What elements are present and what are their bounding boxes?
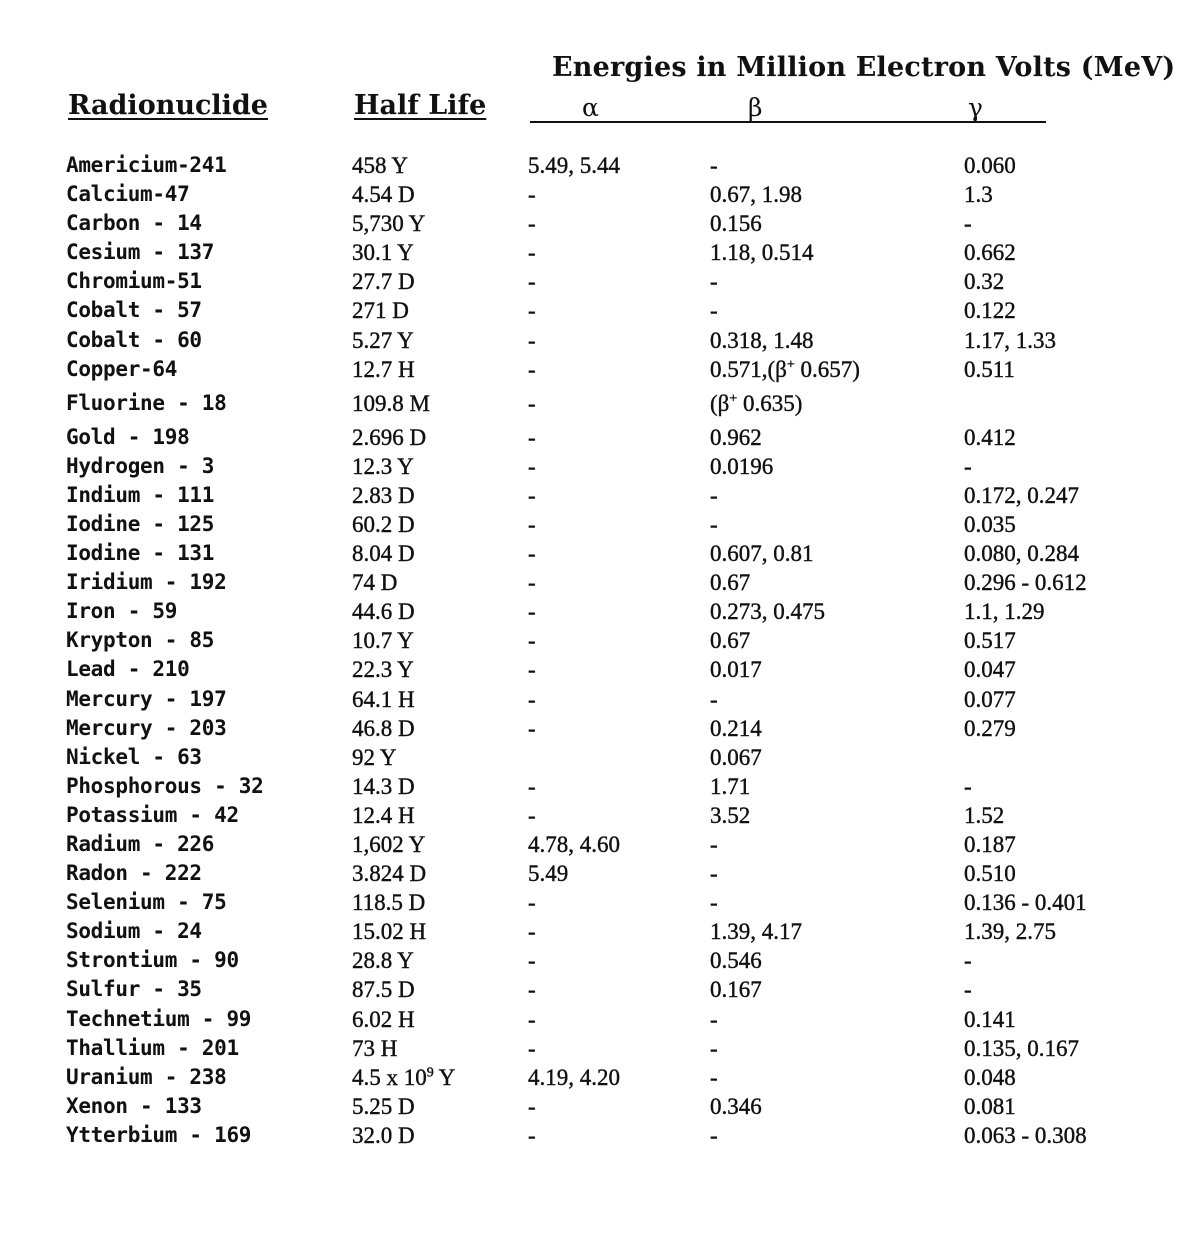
- beta-energy: -: [710, 686, 718, 712]
- alpha-energy: -: [528, 541, 536, 567]
- alpha-energy: -: [528, 240, 536, 266]
- alpha-energy: -: [528, 211, 536, 237]
- gamma-energy: -: [964, 773, 972, 799]
- gamma-energy: 0.412: [964, 424, 1016, 450]
- beta-column-header: β: [748, 93, 763, 122]
- table-row: [0, 948, 1188, 977]
- table-row: [0, 1123, 1188, 1152]
- table-row: [0, 1036, 1188, 1065]
- gamma-energy: -: [964, 977, 972, 1003]
- beta-energy: -: [710, 1035, 718, 1061]
- alpha-energy: -: [528, 269, 536, 295]
- half-life-value: 1,602 Y: [352, 831, 426, 857]
- beta-energy: -: [710, 511, 718, 537]
- nuclide-name: Technetium - 99: [66, 1006, 252, 1031]
- gamma-energy: 1.3: [964, 182, 993, 208]
- table-row: [0, 745, 1188, 774]
- beta-energy: [710, 391, 802, 417]
- alpha-energy: -: [528, 1093, 536, 1119]
- beta-energy: 0.017: [710, 657, 762, 683]
- alpha-energy: -: [528, 628, 536, 654]
- beta-plus-superscript: +: [786, 357, 795, 372]
- half-life-value: 46.8 D: [352, 715, 415, 741]
- half-life-value: 87.5 D: [352, 977, 415, 1003]
- alpha-energy: -: [528, 1006, 536, 1032]
- gamma-energy: 0.296 - 0.612: [964, 570, 1087, 596]
- beta-energy: -: [710, 269, 718, 295]
- half-life-value: 60.2 D: [352, 511, 415, 537]
- table-row: [0, 298, 1188, 327]
- nuclide-name: Sulfur - 35: [66, 977, 202, 1002]
- table-row: [0, 512, 1188, 541]
- alpha-energy: 5.49, 5.44: [528, 153, 620, 178]
- nuclide-name: Gold - 198: [66, 424, 190, 449]
- nuclide-name: Potassium - 42: [66, 802, 239, 827]
- beta-energy: -: [710, 1122, 718, 1148]
- gamma-energy: 0.511: [964, 356, 1015, 382]
- beta-energy: 0.156: [710, 211, 762, 237]
- table-row: [0, 599, 1188, 628]
- alpha-energy: -: [528, 511, 536, 537]
- nuclide-name: Hydrogen - 3: [66, 453, 215, 478]
- gamma-energy: 0.063 - 0.308: [964, 1122, 1087, 1148]
- half-life-value: 12.3 Y: [352, 453, 414, 479]
- gamma-energy: 0.135, 0.167: [964, 1035, 1079, 1061]
- nuclide-name: Fluorine - 18: [66, 390, 227, 415]
- gamma-column-header: γ: [968, 93, 983, 122]
- nuclide-name: Sodium - 24: [66, 919, 202, 944]
- nuclide-name: Cobalt - 60: [66, 327, 202, 352]
- gamma-energy: -: [964, 948, 972, 974]
- beta-energy: 0.067: [710, 744, 762, 770]
- gamma-energy: 0.081: [964, 1093, 1016, 1119]
- gamma-energy: 0.510: [964, 861, 1016, 887]
- nuclide-name: Chromium-51: [66, 269, 202, 294]
- beta-energy: 0.67: [710, 628, 751, 654]
- nuclide-name: Carbon - 14: [66, 211, 202, 236]
- gamma-energy: 1.1, 1.29: [964, 599, 1045, 625]
- half-life-value: 8.04 D: [352, 541, 415, 567]
- beta-energy: 0.607, 0.81: [710, 541, 814, 567]
- nuclide-name: Lead - 210: [66, 657, 190, 682]
- alpha-energy: -: [528, 890, 536, 916]
- alpha-energy: -: [528, 773, 536, 799]
- nuclide-name: Mercury - 203: [66, 715, 227, 740]
- half-life-value: 64.1 H: [352, 686, 415, 712]
- alpha-energy: -: [528, 390, 536, 416]
- table-row: [0, 1065, 1188, 1094]
- half-life-value: 458 Y: [352, 153, 409, 178]
- alpha-energy: 4.78, 4.60: [528, 831, 620, 857]
- table-row: [0, 269, 1188, 298]
- table-row: [0, 919, 1188, 948]
- beta-energy-prefix: (β: [710, 390, 730, 416]
- alpha-energy: 5.49: [528, 861, 569, 887]
- half-life-value: 109.8 M: [352, 390, 430, 416]
- nuclide-name: Radium - 226: [66, 831, 215, 856]
- table-row: [0, 153, 1188, 182]
- gamma-energy: 1.52: [964, 802, 1005, 828]
- alpha-column-header: α: [582, 93, 599, 122]
- beta-energy: 0.346: [710, 1093, 762, 1119]
- beta-energy: -: [710, 1006, 718, 1032]
- table-row: [0, 657, 1188, 686]
- alpha-energy: -: [528, 356, 536, 382]
- beta-energy: 0.962: [710, 424, 762, 450]
- beta-energy: [710, 357, 860, 383]
- table-row: [0, 541, 1188, 570]
- nuclide-name: Cobalt - 57: [66, 298, 202, 323]
- table-row: [0, 425, 1188, 454]
- nuclide-name: Iridium - 192: [66, 570, 227, 595]
- alpha-energy: -: [528, 298, 536, 324]
- energies-heading: Energies in Million Electron Volts (MeV): [552, 52, 1176, 83]
- beta-energy: 1.39, 4.17: [710, 919, 802, 945]
- alpha-energy: -: [528, 599, 536, 625]
- half-life-value: 12.7 H: [352, 356, 415, 382]
- gamma-energy: 0.047: [964, 657, 1016, 683]
- table-row: [0, 890, 1188, 919]
- beta-energy: 0.273, 0.475: [710, 599, 825, 625]
- beta-energy: 0.546: [710, 948, 762, 974]
- half-life-value: 2.83 D: [352, 482, 415, 508]
- beta-energy: -: [710, 831, 718, 857]
- alpha-energy: -: [528, 1035, 536, 1061]
- beta-energy: 1.71: [710, 773, 751, 799]
- half-life-value: 15.02 H: [352, 919, 427, 945]
- beta-plus-superscript: +: [729, 391, 738, 406]
- alpha-energy: -: [528, 715, 536, 741]
- table-row: [0, 1007, 1188, 1036]
- alpha-energy: -: [528, 570, 536, 596]
- table-row: [0, 832, 1188, 861]
- half-life-unit: Y: [433, 1064, 456, 1090]
- nuclide-name: Copper-64: [66, 356, 178, 381]
- beta-energy: -: [710, 861, 718, 887]
- gamma-energy: 1.39, 2.75: [964, 919, 1056, 945]
- alpha-energy: -: [528, 657, 536, 683]
- half-life-column-header: Half Life: [354, 90, 487, 121]
- gamma-energy: 0.141: [964, 1006, 1016, 1032]
- gamma-energy: 0.035: [964, 511, 1016, 537]
- half-life-value: 12.4 H: [352, 802, 415, 828]
- alpha-energy: -: [528, 182, 536, 208]
- half-life-value: 3.824 D: [352, 861, 427, 887]
- half-life-value: 6.02 H: [352, 1006, 415, 1032]
- alpha-energy: -: [528, 977, 536, 1003]
- half-life-value: 118.5 D: [352, 890, 426, 916]
- table-row: [0, 803, 1188, 832]
- table-row: [0, 716, 1188, 745]
- nuclide-name: Calcium-47: [66, 182, 190, 207]
- nuclide-name: Mercury - 197: [66, 686, 227, 711]
- half-life-value: 5,730 Y: [352, 211, 426, 237]
- table-row: [0, 391, 1188, 425]
- nuclide-name: Iron - 59: [66, 599, 178, 624]
- table-row: [0, 483, 1188, 512]
- gamma-energy: 0.048: [964, 1064, 1016, 1090]
- half-life-value: 74 D: [352, 570, 398, 596]
- nuclide-name: Xenon - 133: [66, 1093, 202, 1118]
- beta-energy: 1.18, 0.514: [710, 240, 814, 266]
- beta-energy: -: [710, 482, 718, 508]
- half-life-value: 4.54 D: [352, 182, 415, 208]
- nuclide-name: Strontium - 90: [66, 948, 239, 973]
- table-row: [0, 628, 1188, 657]
- gamma-energy: -: [964, 211, 972, 237]
- gamma-energy: -: [964, 453, 972, 479]
- table-row: [0, 454, 1188, 483]
- beta-energy: 0.0196: [710, 453, 774, 479]
- half-life-exponent: 9: [426, 1065, 434, 1081]
- table-row: [0, 774, 1188, 803]
- table-row: [0, 211, 1188, 240]
- gamma-energy: 0.060: [964, 153, 1016, 178]
- beta-energy: -: [710, 153, 718, 178]
- nuclide-name: Phosphorous - 32: [66, 773, 264, 798]
- beta-energy: 0.318, 1.48: [710, 327, 814, 353]
- half-life-value: 2.696 D: [352, 424, 427, 450]
- half-life-value: 73 H: [352, 1035, 398, 1061]
- beta-energy: 0.67: [710, 570, 751, 596]
- table-row: [0, 687, 1188, 716]
- gamma-energy: 0.077: [964, 686, 1016, 712]
- half-life-value: [352, 1065, 455, 1091]
- nuclide-name: Cesium - 137: [66, 240, 215, 265]
- beta-energy-suffix: 0.657): [794, 356, 860, 382]
- beta-energy: 0.214: [710, 715, 762, 741]
- gamma-energy: 0.279: [964, 715, 1016, 741]
- beta-energy: -: [710, 890, 718, 916]
- radionuclide-column-header: Radionuclide: [68, 90, 268, 121]
- gamma-energy: 1.17, 1.33: [964, 327, 1056, 353]
- half-life-base: 4.5 x 10: [352, 1064, 427, 1090]
- beta-energy-prefix: 0.571,(β: [710, 356, 787, 382]
- gamma-energy: 0.187: [964, 831, 1016, 857]
- table-row: [0, 977, 1188, 1006]
- alpha-energy: -: [528, 802, 536, 828]
- half-life-value: 271 D: [352, 298, 409, 324]
- gamma-energy: 0.122: [964, 298, 1016, 324]
- alpha-energy: 4.19, 4.20: [528, 1064, 620, 1090]
- alpha-energy: -: [528, 919, 536, 945]
- beta-energy: 0.167: [710, 977, 762, 1003]
- nuclide-name: Iodine - 125: [66, 511, 215, 536]
- gamma-energy: 0.662: [964, 240, 1016, 266]
- table-row: [0, 182, 1188, 211]
- nuclide-name: Ytterbium - 169: [66, 1122, 252, 1147]
- half-life-value: 22.3 Y: [352, 657, 414, 683]
- nuclide-name: Krypton - 85: [66, 628, 215, 653]
- alpha-energy: -: [528, 482, 536, 508]
- alpha-energy: -: [528, 453, 536, 479]
- nuclide-name: Thallium - 201: [66, 1035, 239, 1060]
- beta-energy: -: [710, 298, 718, 324]
- beta-energy: 3.52: [710, 802, 751, 828]
- nuclide-name: Nickel - 63: [66, 744, 202, 769]
- table-row: [0, 328, 1188, 357]
- table-row: [0, 357, 1188, 391]
- gamma-energy: 0.517: [964, 628, 1016, 654]
- half-life-value: 14.3 D: [352, 773, 415, 799]
- nuclide-name: Iodine - 131: [66, 541, 215, 566]
- beta-energy-suffix: 0.635): [737, 390, 803, 416]
- nuclide-name: Radon - 222: [66, 861, 202, 886]
- alpha-energy: -: [528, 424, 536, 450]
- nuclide-name: Selenium - 75: [66, 890, 227, 915]
- half-life-value: 27.7 D: [352, 269, 415, 295]
- radionuclide-table-body: [0, 153, 1188, 1152]
- gamma-energy: 0.080, 0.284: [964, 541, 1079, 567]
- gamma-energy: 0.172, 0.247: [964, 482, 1079, 508]
- alpha-energy: -: [528, 948, 536, 974]
- table-row: [0, 240, 1188, 269]
- half-life-value: 30.1 Y: [352, 240, 414, 266]
- half-life-value: 5.27 Y: [352, 327, 414, 353]
- half-life-value: 28.8 Y: [352, 948, 414, 974]
- nuclide-name: Uranium - 238: [66, 1064, 227, 1089]
- table-row: [0, 1094, 1188, 1123]
- half-life-value: 92 Y: [352, 744, 397, 770]
- table-row: [0, 570, 1188, 599]
- alpha-energy: -: [528, 686, 536, 712]
- nuclide-name: Indium - 111: [66, 482, 215, 507]
- gamma-energy: 0.32: [964, 269, 1005, 295]
- table-row: [0, 861, 1188, 890]
- half-life-value: 5.25 D: [352, 1093, 415, 1119]
- alpha-energy: -: [528, 1122, 536, 1148]
- half-life-value: 44.6 D: [352, 599, 415, 625]
- beta-energy: 0.67, 1.98: [710, 182, 802, 208]
- half-life-value: 10.7 Y: [352, 628, 414, 654]
- nuclide-name: Americium-241: [66, 153, 227, 177]
- alpha-energy: -: [528, 327, 536, 353]
- half-life-value: 32.0 D: [352, 1122, 415, 1148]
- gamma-energy: 0.136 - 0.401: [964, 890, 1087, 916]
- beta-energy: -: [710, 1064, 718, 1090]
